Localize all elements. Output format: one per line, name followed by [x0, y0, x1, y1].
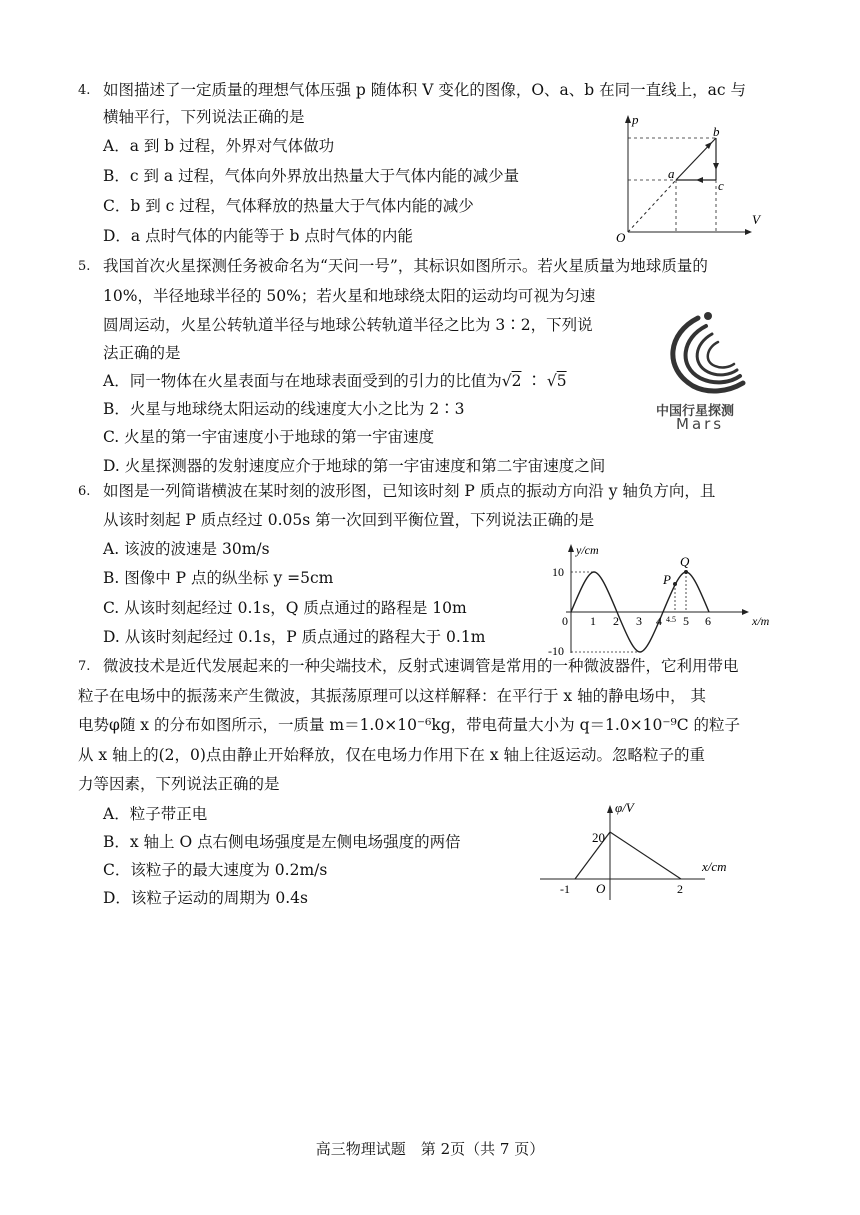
- q7-peak-label: 20: [592, 830, 605, 845]
- q5-option-a-text: A．同一物体在火星表面与在地球表面受到的引力的比值为: [103, 372, 502, 390]
- q6-stem-line2: 从该时刻起 P 质点经过 0.05s 第一次回到平衡位置，下列说法正确的是: [103, 511, 595, 529]
- q4-option-a: A．a 到 b 过程，外界对气体做功: [103, 137, 335, 155]
- q5-stem-line4: 法正确的是: [103, 344, 181, 362]
- q5-option-a-radicand1: 2: [511, 372, 522, 390]
- q7-stem-line2: 粒子在电场中的振荡来产生微波，其振荡原理可以这样解释：在平行于 x 轴的静电场中， 其: [78, 687, 707, 705]
- q6-x-tick: 1: [590, 614, 596, 628]
- q6-x-tick: 3: [636, 614, 642, 628]
- q7-stem-line5: 力等因素，下列说法正确的是: [78, 775, 280, 793]
- q7-option-a: A．粒子带正电: [103, 805, 208, 823]
- q4-pv-diagram: [608, 110, 768, 245]
- q6-x-tick: 2: [613, 614, 619, 628]
- q4-number: 4.: [78, 83, 91, 98]
- q5-option-a-ratio-sep: ∶: [521, 372, 547, 390]
- q7-x-axis-label: x/cm: [702, 859, 727, 874]
- q5-option-b: B．火星与地球绕太阳运动的线速度大小之比为 2∶3: [103, 400, 465, 418]
- q5-option-a-radicand2: 5: [556, 372, 567, 390]
- q4-option-d: D．a 点时气体的内能等于 b 点时气体的内能: [103, 227, 413, 245]
- q4-point-a: a: [668, 166, 675, 181]
- q6-x-tick: 4.5: [666, 615, 676, 624]
- q6-x-tick: 0: [562, 614, 568, 628]
- q4-p-axis-label: p: [632, 112, 639, 127]
- q6-x-axis-label: x/m: [752, 614, 770, 628]
- q7-stem-line4: 从 x 轴上的(2，0)点由静止开始释放，仅在电场力作用下在 x 轴上往返运动。忽略粒子的重: [78, 746, 706, 764]
- q5-option-c: C. 火星的第一宇宙速度小于地球的第一宇宙速度: [103, 428, 435, 446]
- mars-logo-arcs-icon: [648, 308, 768, 398]
- q4-stem-line1: 如图描述了一定质量的理想气体压强 p 随体积 V 变化的图像，O、a、b 在同一直线上，ac 与: [103, 81, 746, 99]
- q7-y-axis-label: φ/V: [615, 800, 634, 815]
- q5-option-d: D. 火星探测器的发射速度应介于地球的第一宇宙速度和第二宇宙速度之间: [103, 457, 606, 475]
- q4-option-b: B．c 到 a 过程，气体向外界放出热量大于气体内能的减少量: [103, 167, 520, 185]
- q6-option-d: D. 从该时刻起经过 0.1s，P 质点通过的路程大于 0.1m: [103, 628, 486, 646]
- q6-y-tick-top: 10: [552, 565, 564, 579]
- q4-point-b: b: [713, 124, 720, 139]
- sqrt-sign: √: [546, 372, 557, 390]
- q7-option-d: D．该粒子运动的周期为 0.4s: [103, 889, 308, 907]
- q6-option-c: C. 从该时刻起经过 0.1s，Q 质点通过的路程是 10m: [103, 599, 467, 617]
- q7-stem-line3: 电势φ随 x 的分布如图所示，一质量 m＝1.0×10⁻⁶kg，带电荷量大小为 q＝1.0×10⁻⁹C 的粒子: [78, 716, 741, 734]
- q7-origin-label: O: [596, 881, 606, 896]
- q7-x-tick-left: -1: [560, 882, 570, 896]
- q6-number: 6.: [78, 484, 91, 499]
- q4-option-c: C．b 到 c 过程，气体释放的热量大于气体内能的减少: [103, 197, 474, 215]
- q6-y-axis-label: y/cm: [576, 543, 599, 557]
- q5-option-a: [103, 371, 567, 391]
- q7-x-tick-right: 2: [677, 882, 683, 896]
- q6-x-tick: 6: [705, 614, 711, 628]
- q6-option-a: A. 该波的波速是 30m/s: [103, 540, 270, 558]
- mars-logo-english-text: Mars: [676, 415, 725, 433]
- q7-stem-line1: 微波技术是近代发展起来的一种尖端技术，反射式速调管是常用的一种微波器件，它利用带电: [103, 657, 739, 675]
- q5-stem-line3: 圆周运动，火星公转轨道半径与地球公转轨道半径之比为 3∶2，下列说: [103, 316, 593, 334]
- q7-potential-graph: [540, 800, 760, 905]
- q6-x-tick: 4: [656, 614, 662, 628]
- q6-point-p: P: [663, 572, 671, 587]
- q6-stem-line1: 如图是一列简谐横波在某时刻的波形图，已知该时刻 P 质点的振动方向沿 y 轴负方向，且: [103, 482, 716, 500]
- mars-logo-chinese-text: 中国行星探测: [656, 404, 735, 419]
- q4-origin-label: O: [616, 230, 626, 245]
- q4-point-c: c: [718, 178, 724, 193]
- page-footer: 高三物理试题 第 2页（共 7 页）: [315, 1140, 545, 1158]
- q7-number: 7.: [78, 659, 91, 674]
- q6-point-q: Q: [680, 554, 690, 569]
- sqrt-sign: √: [501, 372, 512, 390]
- q5-stem-line1: 我国首次火星探测任务被命名为“天问一号”，其标识如图所示。若火星质量为地球质量的: [103, 257, 708, 275]
- q4-v-axis-label: V: [752, 212, 760, 227]
- q6-option-b: B. 图像中 P 点的纵坐标 y =5cm: [103, 569, 334, 587]
- q6-y-tick-bottom: -10: [548, 644, 564, 658]
- q5-stem-line2: 10%，半径地球半径的 50%；若火星和地球绕太阳的运动均可视为匀速: [103, 287, 596, 305]
- q5-number: 5.: [78, 259, 91, 274]
- mars-mission-logo: [648, 308, 768, 433]
- q7-option-b: B．x 轴上 O 点右侧电场强度是左侧电场强度的两倍: [103, 833, 461, 851]
- q6-x-tick: 5: [683, 614, 689, 628]
- q7-option-c: C．该粒子的最大速度为 0.2m/s: [103, 861, 328, 879]
- q6-wave-graph: [544, 538, 784, 658]
- q4-stem-line2: 横轴平行，下列说法正确的是: [103, 108, 305, 126]
